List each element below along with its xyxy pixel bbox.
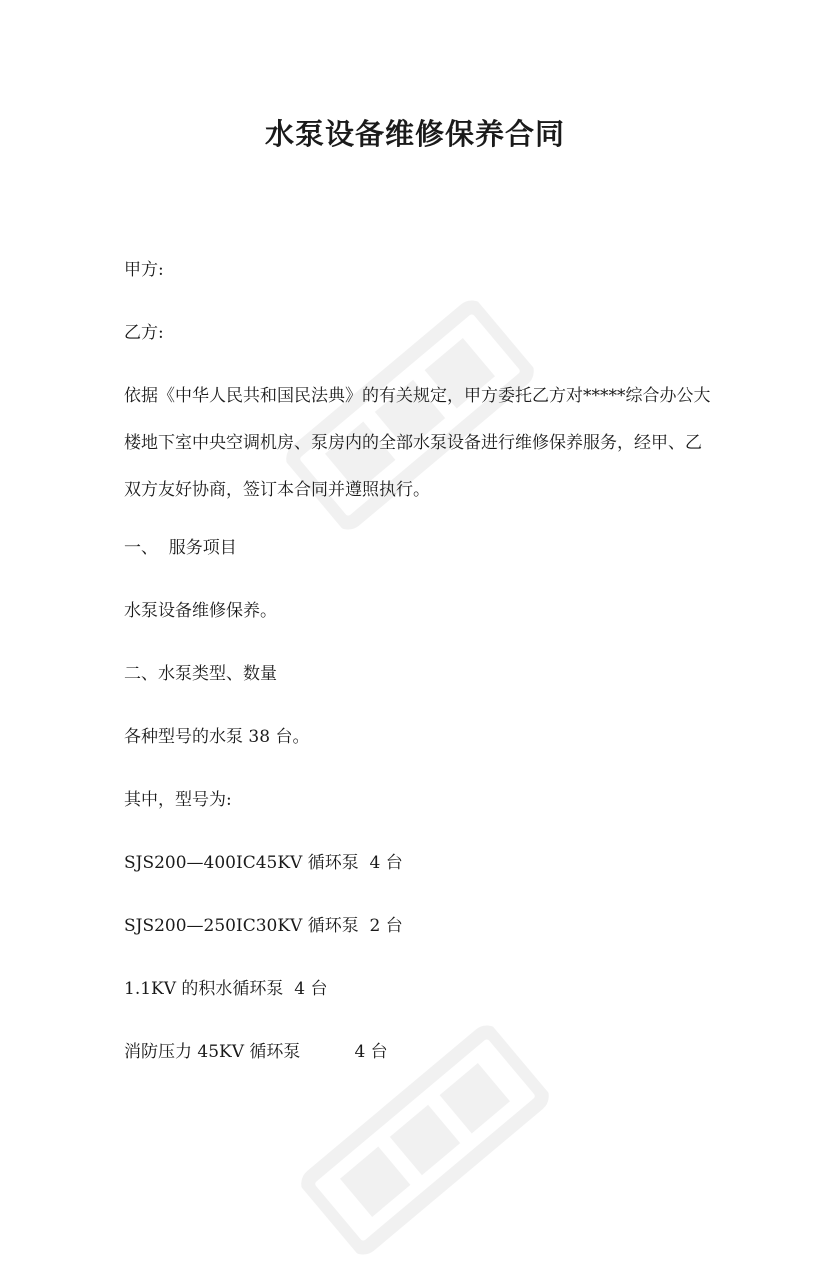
document-title: 水泵设备维修保养合同 [264, 117, 565, 151]
intro-paragraph-line: 依据《中华人民共和国民法典》的有关规定，甲方委托乙方对*****综合办公大 [124, 386, 711, 406]
section-heading-service: 一、 服务项目 [124, 538, 237, 558]
section-heading-pump-types: 二、水泵类型、数量 [124, 664, 277, 684]
party-b-label: 乙方: [124, 323, 164, 343]
intro-paragraph-line: 楼地下室中央空调机房、泵房内的全部水泵设备进行维修保养服务，经甲、乙 [124, 433, 702, 453]
pump-model-item: 消防压力 45KV 循环泵 4 台 [124, 1042, 388, 1062]
intro-paragraph-line: 双方友好协商，签订本合同并遵照执行。 [124, 480, 430, 500]
pump-model-item: 1.1KV 的积水循环泵 4 台 [124, 979, 328, 999]
models-intro-text: 其中，型号为: [124, 790, 232, 810]
party-a-label: 甲方: [124, 260, 164, 280]
pump-model-item: SJS200—400IC45KV 循环泵 4 台 [124, 853, 403, 873]
pump-total-text: 各种型号的水泵 38 台。 [124, 727, 310, 747]
section-body-service: 水泵设备维修保养。 [124, 601, 277, 621]
pump-model-item: SJS200—250IC30KV 循环泵 2 台 [124, 916, 403, 936]
